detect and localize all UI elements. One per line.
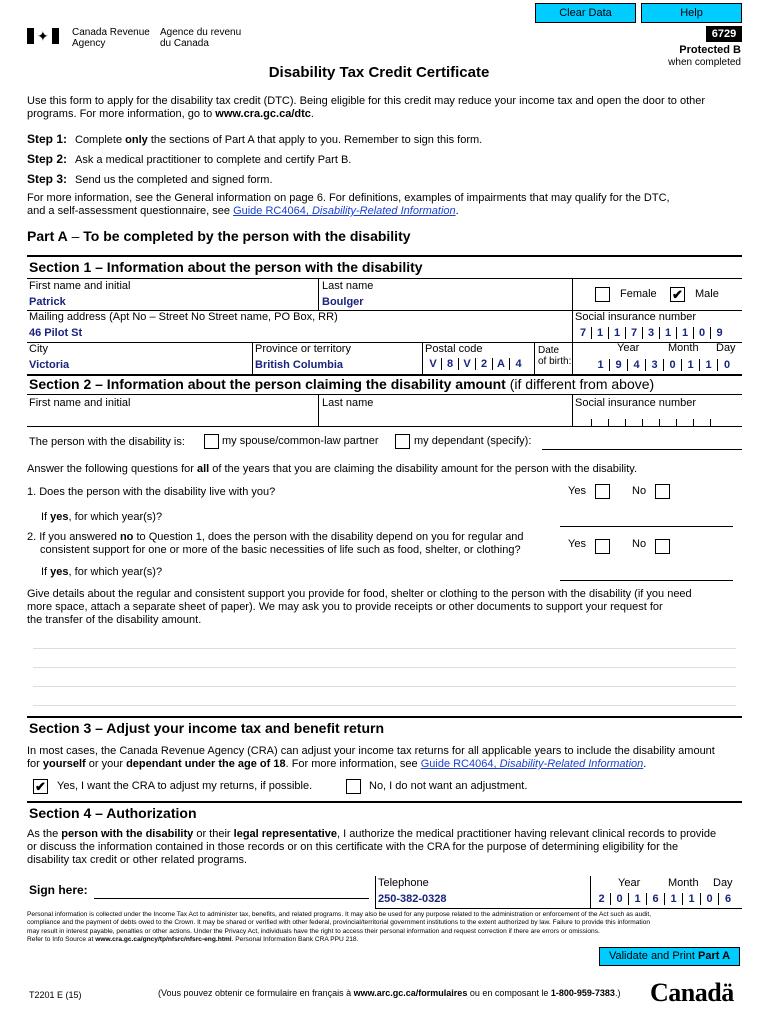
- city-label: City: [29, 343, 48, 355]
- rule: [572, 394, 573, 426]
- section1-heading: Section 1 – Information about the person with the disability: [29, 259, 423, 275]
- page-title: Disability Tax Credit Certificate: [268, 64, 490, 81]
- canada-flag-icon: ✦: [27, 28, 59, 44]
- dob-input[interactable]: 1 9 4 3 0 1 1 0: [592, 357, 736, 371]
- q2-yes-checkbox[interactable]: [595, 539, 610, 554]
- help-button[interactable]: Help: [641, 3, 742, 23]
- address-input[interactable]: 46 Pilot St: [29, 327, 83, 339]
- adjust-no-checkbox[interactable]: [346, 779, 361, 794]
- female-label: Female: [620, 288, 657, 300]
- last-name-input[interactable]: Boulger: [322, 296, 364, 308]
- section1-divider: [27, 255, 742, 257]
- section4-divider: [27, 801, 742, 803]
- sin-input[interactable]: 7 1 1 7 3 1 1 0 9: [575, 325, 728, 339]
- agency-name-en: Canada Revenue Agency: [72, 27, 150, 49]
- claimant-last-name-label: Last name: [322, 397, 374, 409]
- province-label: Province or territory: [255, 343, 351, 355]
- sign-month-label: Month: [668, 877, 699, 889]
- q1-no-label: No: [632, 485, 647, 497]
- sign-day-label: Day: [713, 877, 733, 889]
- q2-yes-label: Yes: [568, 538, 586, 550]
- section3-text: In most cases, the Canada Revenue Agency (CRA) can adjust your income tax returns for all applicable years to include the disability amount for yourself or your dependant under the age of 18. For more information, see Guide RC4064, Disability-Related Information.: [27, 745, 715, 770]
- dependant-specify-input[interactable]: [542, 449, 742, 450]
- rule: [375, 908, 742, 909]
- female-checkbox[interactable]: [595, 287, 610, 302]
- dob-label: Date of birth:: [538, 345, 572, 367]
- male-checkbox[interactable]: ✔: [670, 287, 685, 302]
- adjust-yes-checkbox[interactable]: ✔: [33, 779, 48, 794]
- guide-link-2[interactable]: Guide RC4064, Disability-Related Information: [420, 758, 644, 770]
- step-2: Step 2: Ask a medical practitioner to complete and certify Part B.: [27, 152, 352, 166]
- dob-year-label: Year: [617, 342, 640, 354]
- protected-label: Protected B: [679, 44, 741, 56]
- sign-date-input[interactable]: 2 0 1 6 1 1 0 6: [593, 891, 737, 905]
- spouse-checkbox[interactable]: [204, 434, 219, 449]
- sign-year-label: Year: [618, 877, 641, 889]
- postal-code-label: Postal code: [425, 343, 483, 355]
- q2-no-checkbox[interactable]: [655, 539, 670, 554]
- section4-heading: Section 4 – Authorization: [29, 805, 197, 821]
- rule: [27, 394, 742, 395]
- rule: [252, 342, 253, 374]
- rule: [572, 278, 573, 374]
- male-label: Male: [695, 288, 719, 300]
- dob-day-label: Day: [716, 342, 736, 354]
- q2-no-label: No: [632, 538, 647, 550]
- q2-years-label: If yes, for which year(s)?: [41, 566, 163, 578]
- authorization-text: As the person with the disability or their legal representative, I authorize the medical practitioner having relevant clinical records to provide or discuss the information contained in those records or on this certificate with the CRA for the purpose of determining eligibility for the disability tax credit or other related programs.: [27, 828, 717, 866]
- claimant-first-name-label: First name and initial: [29, 397, 131, 409]
- rule: [27, 278, 742, 279]
- question-1: 1. Does the person with the disability live with you?: [27, 486, 276, 498]
- privacy-notice: Personal information is collected under the Income Tax Act to administer tax, benefits, and related programs. It may also be used for any purpose related to the administration or enforcement of the Act such as audit, compliance and the payment of debts owed to the Crown. It may be shared or verified with other federal, provincial/territorial government institutions to the extent authorized by law. Failure to provide this information may result in interest payable, penalties or other actions. Under the Privacy Act, individuals have the right to access their personal information and request correction if there are errors or omissions. Refer to Info Source at www.cra.gc.ca/gncy/tp/nfsrc/nfsrc-eng.html. Personal Information Bank CRA PPU 218.: [27, 911, 652, 944]
- part-a-heading: Part A – To be completed by the person with the disability: [27, 228, 411, 244]
- first-name-label: First name and initial: [29, 280, 131, 292]
- more-info-text: For more information, see the General information on page 6. For definitions, examples of impairments that may qualify for the DTC, and a self-assessment questionnaire, see Guide RC4064, Disability-Related Information.: [27, 192, 670, 217]
- step-3: Step 3: Send us the completed and signed form.: [27, 172, 273, 186]
- form-code: T2201 E (15): [29, 990, 82, 1000]
- rule: [590, 876, 591, 908]
- section3-divider: [27, 716, 742, 718]
- french-availability-note: (Vous pouvez obtenir ce formulaire en français à www.arc.gc.ca/formulaires ou en composant le 1-800-959-7383.): [158, 988, 621, 998]
- province-input[interactable]: British Columbia: [255, 359, 344, 371]
- agency-name-fr: Agence du revenu du Canada: [160, 27, 242, 49]
- adjust-yes-label: Yes, I want the CRA to adjust my returns, if possible.: [57, 780, 313, 792]
- q1-yes-label: Yes: [568, 485, 586, 497]
- rule: [318, 278, 319, 310]
- telephone-label: Telephone: [378, 877, 429, 889]
- section3-heading: Section 3 – Adjust your income tax and benefit return: [29, 720, 384, 736]
- dependant-checkbox[interactable]: [395, 434, 410, 449]
- q1-years-input[interactable]: [560, 526, 733, 527]
- telephone-input[interactable]: 250-382-0328: [378, 893, 447, 905]
- question-2: 2. If you answered no to Question 1, does the person with the disability depend on you for regular and consistent support for one or more of the basic necessities of life such as food, shelter, or clothing?: [27, 531, 524, 556]
- claimant-sin-input[interactable]: [575, 419, 728, 426]
- when-completed-label: when completed: [668, 57, 741, 68]
- q1-years-label: If yes, for which year(s)?: [41, 511, 163, 523]
- rule: [318, 394, 319, 426]
- sin-label: Social insurance number: [575, 311, 697, 323]
- adjust-no-label: No, I do not want an adjustment.: [369, 780, 528, 792]
- dob-month-label: Month: [668, 342, 699, 354]
- section2-heading: Section 2 – Information about the person claiming the disability amount (if different from above): [29, 376, 655, 392]
- step-1: Step 1: Complete only the sections of Part A that apply to you. Remember to sign this form.: [27, 132, 483, 146]
- guide-link[interactable]: Guide RC4064, Disability-Related Information: [233, 205, 456, 217]
- q1-yes-checkbox[interactable]: [595, 484, 610, 499]
- signature-input[interactable]: [94, 898, 369, 899]
- relation-label: The person with the disability is:: [29, 436, 185, 448]
- canada-wordmark: Canadä: [650, 978, 734, 1007]
- clear-data-button[interactable]: Clear Data: [535, 3, 636, 23]
- validate-print-button[interactable]: Validate and Print Part A: [599, 947, 740, 966]
- city-input[interactable]: Victoria: [29, 359, 70, 371]
- intro-text: Use this form to apply for the disability tax credit (DTC). Being eligible for this credit may reduce your income tax and open the door to other programs. For more information, go to www.cra.gc.ca/dtc.: [27, 95, 706, 120]
- rule: [375, 876, 376, 908]
- last-name-label: Last name: [322, 280, 374, 292]
- address-label: Mailing address (Apt No – Street No Street name, PO Box, RR): [29, 311, 338, 323]
- q1-no-checkbox[interactable]: [655, 484, 670, 499]
- form-number-badge: 6729: [706, 26, 742, 42]
- spouse-label: my spouse/common-law partner: [222, 435, 379, 447]
- rule: [27, 426, 742, 427]
- postal-code-input[interactable]: V 8 V 2 A 4: [425, 356, 527, 370]
- dependant-label: my dependant (specify):: [414, 435, 532, 447]
- rule: [534, 342, 535, 374]
- sign-here-label: Sign here:: [29, 883, 88, 897]
- rule: [422, 342, 423, 374]
- claimant-sin-label: Social insurance number: [575, 397, 697, 409]
- answer-instruction: Answer the following questions for all of the years that you are claiming the disability amount for the person with the disability.: [27, 463, 638, 475]
- support-details-text: Give details about the regular and consistent support you provide for food, shelter or clothing to the person with the disability (if you need more space, attach a separate sheet of paper). We may ask you to provide receipts or other documents to support your request for the transfer of the disability amount.: [27, 588, 692, 626]
- q2-years-input[interactable]: [560, 580, 733, 581]
- first-name-input[interactable]: Patrick: [29, 296, 66, 308]
